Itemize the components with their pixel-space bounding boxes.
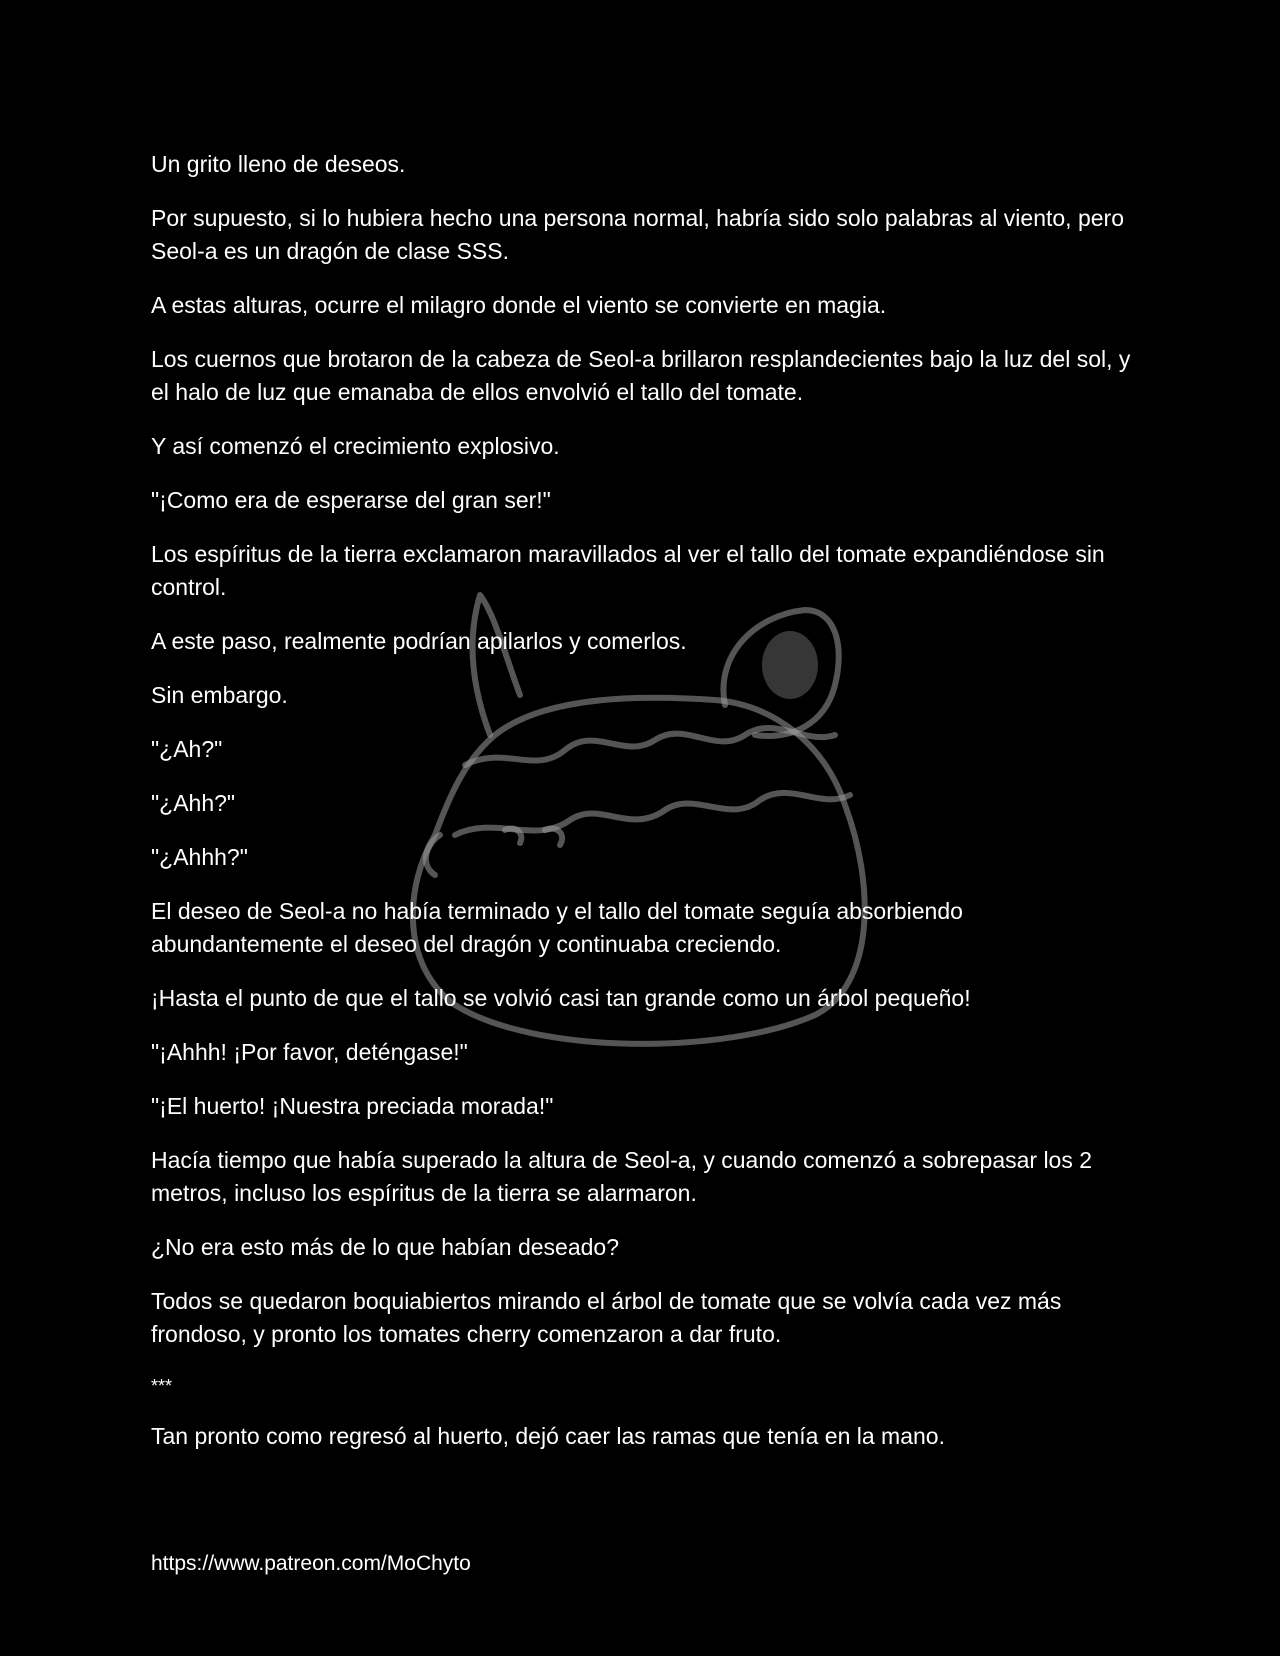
scene-divider: *** <box>151 1376 173 1396</box>
paragraph: Hacía tiempo que había superado la altura de Seol-a, y cuando comenzó a sobrepasar los 2 metros, incluso los espíritus de la tierra se alarmaron. <box>151 1147 1093 1206</box>
paragraph: ¿No era esto más de lo que habían deseado? <box>151 1234 619 1260</box>
closing-paragraph: Tan pronto como regresó al huerto, dejó caer las ramas que tenía en la mano. <box>151 1423 945 1449</box>
paragraph: Un grito lleno de deseos. <box>151 151 406 177</box>
paragraph: "¿Ahh?" <box>151 790 236 816</box>
patreon-link[interactable]: https://www.patreon.com/MoChyto <box>151 1552 471 1575</box>
paragraph: "¡Como era de esperarse del gran ser!" <box>151 487 551 513</box>
paragraph: Todos se quedaron boquiabiertos mirando el árbol de tomate que se volvía cada vez más frondoso, y pronto los tomates cherry comenzaron a dar fruto. <box>151 1288 1062 1347</box>
paragraph: Sin embargo. <box>151 682 288 708</box>
paragraph: A estas alturas, ocurre el milagro donde el viento se convierte en magia. <box>151 292 887 318</box>
paragraph: A este paso, realmente podrían apilarlos y comerlos. <box>151 628 687 654</box>
paragraph: El deseo de Seol-a no había terminado y el tallo del tomate seguía absorbiendo abundantemente el deseo del dragón y continuaba creciendo. <box>151 898 963 957</box>
paragraph: "¿Ah?" <box>151 736 223 762</box>
paragraph: Los cuernos que brotaron de la cabeza de Seol-a brillaron resplandecientes bajo la luz del sol, y el halo de luz que emanaba de ellos envolvió el tallo del tomate. <box>151 346 1131 405</box>
paragraph: Por supuesto, si lo hubiera hecho una persona normal, habría sido solo palabras al viento, pero Seol-a es un dragón de clase SSS. <box>151 205 1124 264</box>
paragraph: "¿Ahhh?" <box>151 844 248 870</box>
paragraph: Y así comenzó el crecimiento explosivo. <box>151 433 560 459</box>
paragraph: ¡Hasta el punto de que el tallo se volvió casi tan grande como un árbol pequeño! <box>151 985 971 1011</box>
paragraph: "¡Ahhh! ¡Por favor, deténgase!" <box>151 1039 468 1065</box>
paragraph: Los espíritus de la tierra exclamaron maravillados al ver el tallo del tomate expandiéndose sin control. <box>151 541 1105 600</box>
paragraph: "¡El huerto! ¡Nuestra preciada morada!" <box>151 1093 554 1119</box>
document-body <box>151 148 1141 1474</box>
